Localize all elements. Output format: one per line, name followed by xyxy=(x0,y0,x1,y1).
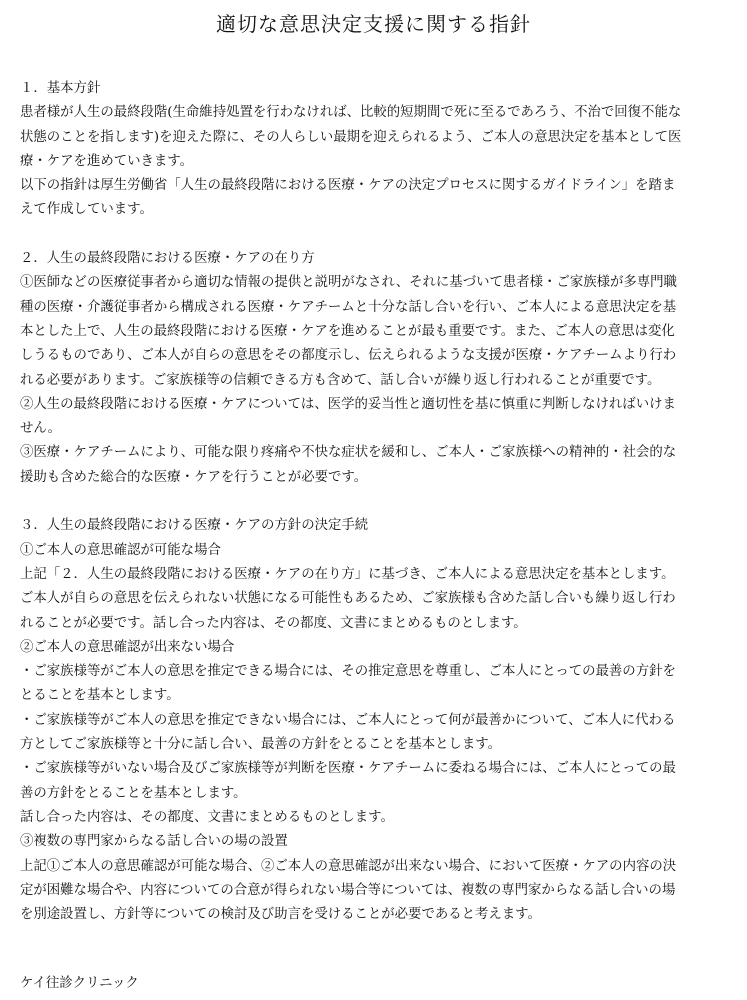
paragraph-line: 患者様が人生の最終段階(生命維持処置を行わなければ、比較的短期間で死に至るであろう、不治で回復不能な xyxy=(20,105,682,121)
paragraph-line: 方としてご家族様等と十分に話し合い、最善の方針をとることを基本とします。 xyxy=(20,737,501,753)
paragraph-line: ・ご家族様等がいない場合及びご家族様等が判断を医療・ケアチームに委ねる場合には、ご本人にとっての最 xyxy=(20,761,676,777)
paragraph-line: 療・ケアを進めていきます。 xyxy=(20,153,194,169)
paragraph-line: ・ご家族様等がご本人の意思を推定できる場合には、その推定意思を尊重し、ご本人にとっての最善の方針を xyxy=(20,664,676,680)
paragraph-line: ①医師などの医療従事者から適切な情報の提供と説明がなされ、それに基づいて患者様・ご家族様が多専門職 xyxy=(20,275,677,291)
clinic-name: ケイ往診クリニック xyxy=(20,976,139,991)
paragraph-line: ②人生の最終段階における医療・ケアについては、医学的妥当性と適切性を基に慎重に判断しなければいけま xyxy=(20,396,676,412)
paragraph-line: れる必要があります。ご家族様等の信頼できる方も含めて、話し合いが繰り返し行われることが重要です。 xyxy=(20,372,661,388)
paragraph-line: 善の方針をとることを基本とします。 xyxy=(20,785,247,801)
section-heading-end-of-life-care: ２．人生の最終段階における医療・ケアの在り方 xyxy=(20,251,315,267)
section-spacer xyxy=(20,223,732,247)
paragraph-line: ①ご本人の意思確認が可能な場合 xyxy=(20,542,221,558)
document-body xyxy=(20,77,732,927)
paragraph-line: 種の医療・介護従事者から構成される医療・ケアチームと十分な話し合いを行い、ご本人による意思決定を基 xyxy=(20,299,677,315)
paragraph-line: ②ご本人の意思確認が出来ない場合 xyxy=(20,639,235,655)
section-heading-decision-procedure: ３．人生の最終段階における医療・ケアの方針の決定手続 xyxy=(20,518,369,534)
document-title: 適切な意思決定支援に関する指針 xyxy=(216,12,531,36)
paragraph-line: ③医療・ケアチームにより、可能な限り疼痛や不快な症状を緩和し、ご本人・ご家族様への精神的・社会的な xyxy=(20,445,677,461)
paragraph-line: 話し合った内容は、その都度、文書にまとめるものとします。 xyxy=(20,809,394,825)
section-heading-basic-policy: １．基本方針 xyxy=(20,81,101,96)
paragraph-line: ・ご家族様等がご本人の意思を推定できない場合には、ご本人にとって何が最善かについて、ご本人に代わる xyxy=(20,712,676,728)
paragraph-line: しうるものであり、ご本人が自らの意思をその都度示し、伝えられるような支援が医療・ケアチームより行わ xyxy=(20,348,677,364)
paragraph-line: ご本人が自らの意思を伝えられない状態になる可能性もあるため、ご家族様も含めた話し合いも繰り返し行わ xyxy=(20,591,676,607)
paragraph-line: ③複数の専門家からなる話し合いの場の設置 xyxy=(20,834,288,850)
paragraph-line: せん。 xyxy=(20,421,61,437)
paragraph-line: 援助も含めた総合的な医療・ケアを行うことが必要です。 xyxy=(20,469,368,485)
paragraph-line: 以下の指針は厚生労働省「人生の最終段階における医療・ケアの決定プロセスに関するガイドライン」を踏ま xyxy=(20,178,676,194)
paragraph-line: 上記①ご本人の意思確認が可能な場合、②ご本人の意思確認が出来ない場合、において医療・ケアの内容の決 xyxy=(20,858,677,874)
paragraph-line: を別途設置し、方針等についての検討及び助言を受けることが必要であると考えます。 xyxy=(20,907,541,923)
paragraph-line: 上記「２．人生の最終段階における医療・ケアの在り方」に基づき、ご本人による意思決定を基本とします。 xyxy=(20,566,675,582)
paragraph-line: えて作成しています。 xyxy=(20,202,153,218)
paragraph-line: 状態のことを指します)を迎えた際に、その人らしい最期を迎えられるよう、ご本人の意思決定を基本として医 xyxy=(20,129,682,145)
section-spacer xyxy=(20,490,732,514)
paragraph-line: 本とした上で、人生の最終段階における医療・ケアを進めることが最も重要です。また、ご本人の意思は変化 xyxy=(20,323,675,339)
paragraph-line: 定が困難な場合や、内容についての合意が得られない場合等については、複数の専門家からなる話し合いの場 xyxy=(20,882,676,898)
paragraph-line: とることを基本とします。 xyxy=(20,688,180,704)
paragraph-line: れることが必要です。話し合った内容は、その都度、文書にまとめるものとします。 xyxy=(20,615,527,631)
